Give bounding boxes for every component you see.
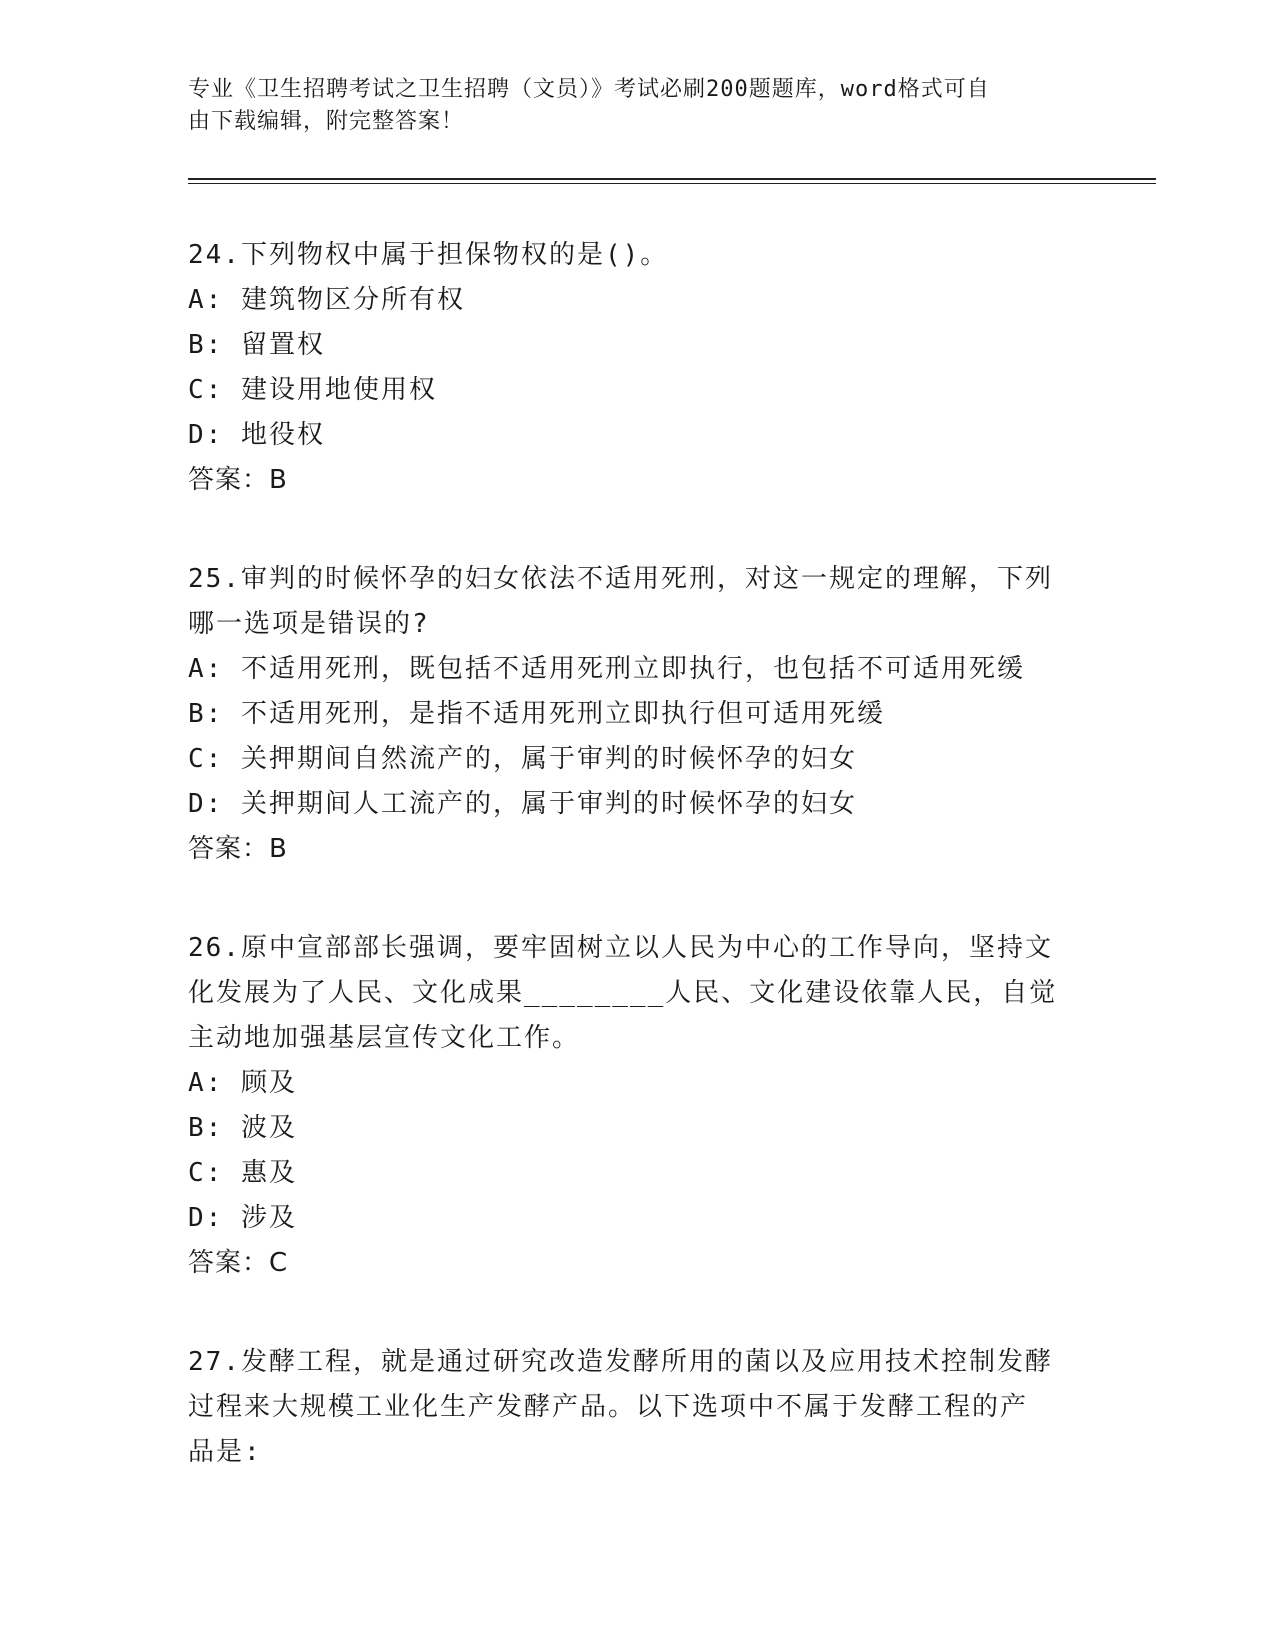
question-stem-line-1: 26.原中宣部部长强调，要牢固树立以人民为中心的工作导向，坚持文 — [188, 933, 1053, 963]
answer-line: 答案：B — [188, 465, 288, 495]
option-c: C: 惠及 — [188, 1158, 297, 1188]
question-stem-line-3: 品是: — [188, 1437, 262, 1467]
option-b: B: 波及 — [188, 1113, 297, 1143]
question-27 — [188, 1340, 1088, 1475]
question-stem-line-1: 27.发酵工程，就是通过研究改造发酵所用的菌以及应用技术控制发酵 — [188, 1347, 1053, 1377]
option-a: A: 建筑物区分所有权 — [188, 285, 465, 315]
question-stem-line-2: 哪一选项是错误的? — [188, 609, 430, 639]
header-divider — [188, 178, 1156, 180]
question-stem-line-1: 25.审判的时候怀孕的妇女依法不适用死刑，对这一规定的理解，下列 — [188, 564, 1053, 594]
question-stem-line-3: 主动地加强基层宣传文化工作。 — [188, 1023, 581, 1053]
answer-line: 答案：C — [188, 1248, 289, 1278]
question-25 — [188, 557, 1088, 872]
header-divider-thin — [188, 183, 1156, 184]
question-list — [188, 233, 1088, 1475]
header-line-1: 专业《卫生招聘考试之卫生招聘（文员）》考试必刷200题题库，word格式可自 — [188, 77, 990, 102]
header-line-2: 由下载编辑，附完整答案！ — [188, 109, 465, 134]
option-b: B: 不适用死刑，是指不适用死刑立即执行但可适用死缓 — [188, 699, 885, 729]
document-header — [188, 74, 1068, 138]
option-c: C: 建设用地使用权 — [188, 375, 437, 405]
option-b: B: 留置权 — [188, 330, 325, 360]
option-a: A: 顾及 — [188, 1068, 297, 1098]
question-24 — [188, 233, 1088, 503]
question-stem-line-2: 过程来大规模工业化生产发酵产品。以下选项中不属于发酵工程的产 — [188, 1392, 1029, 1422]
option-d: D: 涉及 — [188, 1203, 297, 1233]
question-26 — [188, 926, 1088, 1286]
question-stem-line-2: 化发展为了人民、文化成果________人民、文化建设依靠人民，自觉 — [188, 978, 1058, 1008]
option-a: A: 不适用死刑，既包括不适用死刑立即执行，也包括不可适用死缓 — [188, 654, 1025, 684]
option-d: D: 地役权 — [188, 420, 325, 450]
option-c: C: 关押期间自然流产的，属于审判的时候怀孕的妇女 — [188, 744, 857, 774]
answer-line: 答案：B — [188, 834, 288, 864]
option-d: D: 关押期间人工流产的，属于审判的时候怀孕的妇女 — [188, 789, 857, 819]
question-stem: 24.下列物权中属于担保物权的是()。 — [188, 240, 669, 270]
